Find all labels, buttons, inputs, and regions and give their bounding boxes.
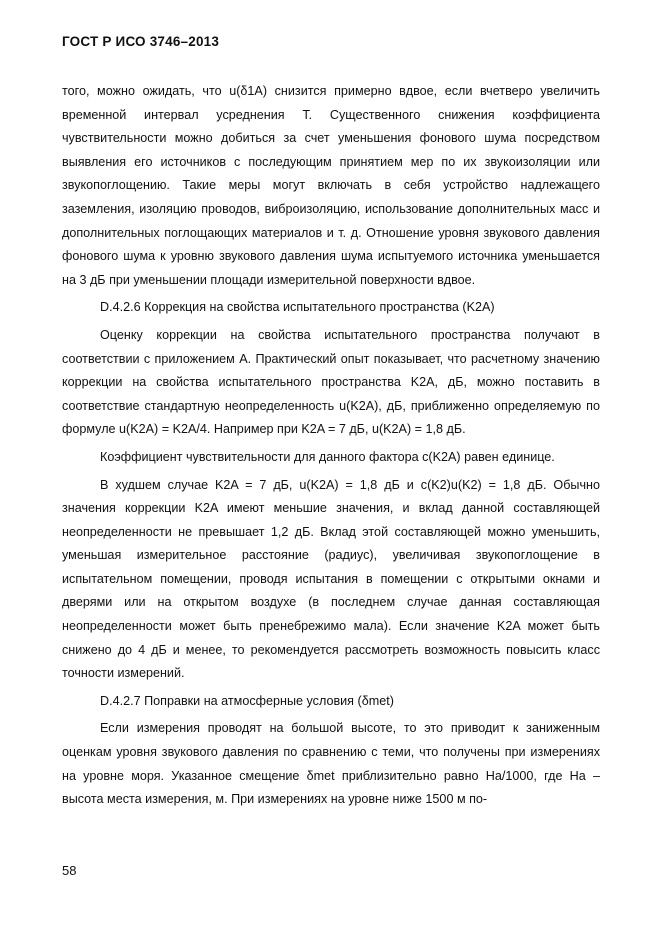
section-heading-d427: D.4.2.7 Поправки на атмосферные условия (δmet) bbox=[100, 693, 394, 708]
document-body bbox=[62, 80, 600, 812]
paragraph-worst-case: В худшем случае K2A = 7 дБ, u(K2A) = 1,8 дБ и c(K2)u(K2) = 1,8 дБ. Обычно значения коррекции K2A имеют меньшие значения, и вклад данной составляющей неопределенности не превышает 1,2 дБ. Вклад этой составляющей можно уменьшить, уменьшая измерительное расстояние (радиус), увеличивая звукопоглощение в испытательном помещении, проводя испытания в помещении с открытыми окнами и дверями или на открытом воздухе (в последнем случае данная составляющая неопределенности может быть пренебрежимо мала). Если значение K2A может быть снижено до 4 дБ и менее, то рекомендуется рассмотреть возможность повысить класс точности измерений. bbox=[62, 477, 600, 681]
paragraph-sensitivity-coefficient: Коэффициент чувствительности для данного фактора c(K2A) равен единице. bbox=[100, 449, 555, 464]
paragraph-background-noise: того, можно ожидать, что u(δ1A) снизится примерно вдвое, если вчетверо увеличить временной интервал усреднения T. Существенного снижения коэффициента чувствительности можно добиться за счет уменьшения фонового шума посредством выявления его источников с последующим принятием мер по их звукоизоляции или звукопоглощению. Такие меры могут включать в себя устройство надлежащего заземления, изоляцию проводов, виброизоляцию, использование дополнительных масс и дополнительных поглощающих материалов и т. д. Отношение уровня звукового давления фонового шума к уровню звукового давления шума испытуемого источника уменьшается на 3 дБ при уменьшении площади измерительной поверхности вдвое. bbox=[62, 84, 600, 287]
paragraph-atmospheric-conditions: Если измерения проводят на большой высоте, то это приводит к заниженным оценкам уровня звукового давления по сравнению с теми, что получены при измерениях на уровне моря. Указанное смещение δmet приблизительно равно Hа/1000, где Hа – высота места измерения, м. При измерениях на уровне ниже 1500 м по- bbox=[62, 721, 600, 807]
paragraph-test-space-correction: Оценку коррекции на свойства испытательного пространства получают в соответствии с приложением А. Практический опыт показывает, что расчетному значению коррекции на свойства испытательного пространства K2A, дБ, можно поставить в соответствие стандартную неопределенность u(K2A), дБ, приближенно определяемую по формуле u(K2A) = K2A/4. Например при K2A = 7 дБ, u(K2A) = 1,8 дБ. bbox=[62, 327, 600, 437]
section-heading-d426: D.4.2.6 Коррекция на свойства испытательного пространства (K2A) bbox=[100, 300, 495, 315]
page-number: 58 bbox=[62, 863, 77, 878]
document-header: ГОСТ Р ИСО 3746–2013 bbox=[62, 34, 220, 49]
